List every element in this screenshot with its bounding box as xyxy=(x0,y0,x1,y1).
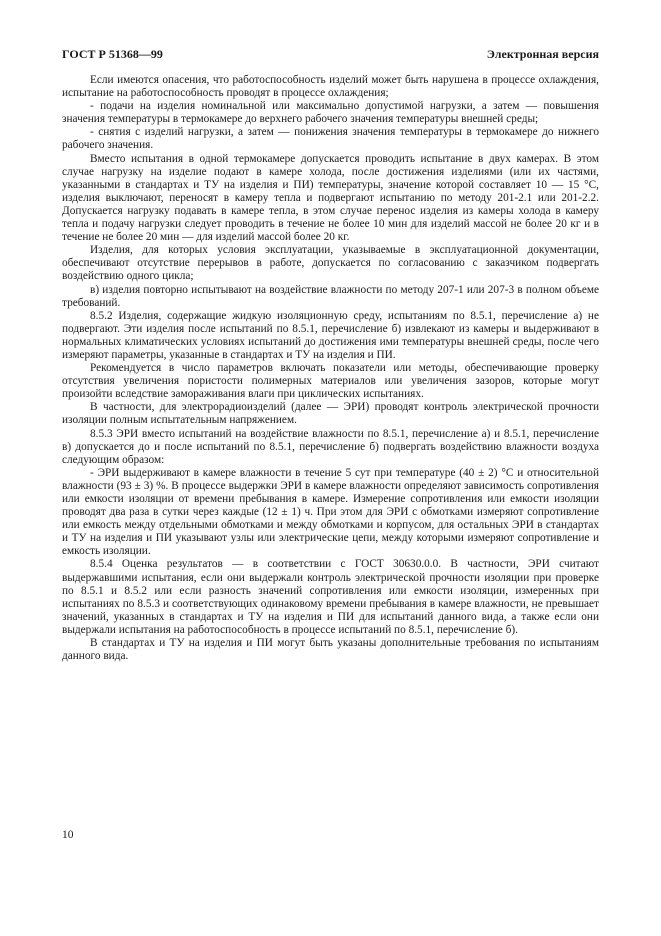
paragraph: - подачи на изделия номинальной или максимально допустимой нагрузки, а затем — повышения значения температуры в термокамере до верхнего рабочего значения температуры внешней среды; xyxy=(62,100,599,126)
paragraph: в) изделия повторно испытывают на воздействие влажности по методу 207-1 или 207-3 в полном объеме требований. xyxy=(62,283,599,309)
paragraph: В частности, для электрорадиоизделий (далее — ЭРИ) проводят контроль электрической прочности изоляции полным испытательным напряжением. xyxy=(62,401,599,427)
paragraph: Рекомендуется в число параметров включать показатели или методы, обеспечивающие проверку отсутствия увеличения пористости полимерных материалов или увеличения зазоров, которые могут произойти вследствие замораживания влаги при циклических испытаниях. xyxy=(62,362,599,401)
standard-designation: ГОСТ Р 51368—99 xyxy=(62,47,163,61)
page-number: 10 xyxy=(62,829,74,841)
paragraph: - ЭРИ выдерживают в камере влажности в течение 5 сут при температуре (40 ± 2) °С и относительной влажности (93 ± 3) %. В процессе выдержки ЭРИ в камере влажности определяют зависимость сопротивления или емкости изоляции от времени пребывания в камере. Измерение сопротивления или емкости изоляции проводят два раза в сутки через каждые (12 ± 1) ч. При этом для ЭРИ с обмотками измеряют сопротивление или емкость между отдельными обмотками и между обмотками и корпусом, для остальных ЭРИ в стандартах и ТУ на изделия и ПИ указывают узлы или электрические цепи, между которыми измеряют сопротивление и емкость изоляции. xyxy=(62,466,599,558)
paragraph: Вместо испытания в одной термокамере допускается проводить испытание в двух камерах. В этом случае нагрузку на изделие подают в камере холода, после достижения изделиями (или их частями, указанными в стандартах и ТУ на изделия и ПИ) температуры, значение которой составляет 10 — 15 °С, изделия выключают, переносят в камеру тепла и подвергают испытанию по методу 201-2.1 или 201-2.2. Допускается нагрузку подавать в камере тепла, в этом случае перенос изделия из камеры холода в камеру тепла и подачу нагрузки следует проводить в течение не более 10 мин для изделий массой не более 20 кг и в течение не более 20 мин — для изделий массой более 20 кг. xyxy=(62,152,599,244)
paragraph: - снятия с изделий нагрузки, а затем — понижения значения температуры в термокамере до нижнего рабочего значения. xyxy=(62,126,599,152)
page-header xyxy=(62,47,599,62)
paragraph: Изделия, для которых условия эксплуатации, указываемые в эксплуатационной документации, обеспечивают отсутствие перерывов в работе, допускается по согласованию с заказчиком подвергать воздействию одного цикла; xyxy=(62,244,599,283)
document-body xyxy=(62,74,599,663)
paragraph: 8.5.4 Оценка результатов — в соответствии с ГОСТ 30630.0.0. В частности, ЭРИ считают выдержавшими испытания, если они выдержали контроль электрической прочности изоляции при проверке по 8.5.1 и 8.5.2 или если разность значений сопротивления или емкости изоляции, измеренных при испытаниях по 8.5.3 и соответствующих одинаковому времени пребывания в камере влажности, не превышает значений, указанных в стандартах и ТУ на изделия и ПИ для испытаний данного вида, а также если они выдержали испытания на работоспособность в процессе испытаний по 8.5.1, перечисление б). xyxy=(62,558,599,636)
paragraph: 8.5.2 Изделия, содержащие жидкую изоляционную среду, испытаниям по 8.5.1, перечисление а) не подвергают. Эти изделия после испытаний по 8.5.1, перечисление б) извлекают из камеры и выдерживают в нормальных климатических условиях испытаний до достижения ими температуры внешней среды, после чего измеряют параметры, указанные в стандартах и ТУ на изделия и ПИ. xyxy=(62,309,599,361)
paragraph: 8.5.3 ЭРИ вместо испытаний на воздействие влажности по 8.5.1, перечисление а) и 8.5.1, перечисление в) допускается до и после испытаний по 8.5.1, перечисление б) подвергать воздействию влажности воздуха следующим образом: xyxy=(62,427,599,466)
version-label: Электронная версия xyxy=(486,47,599,61)
paragraph: Если имеются опасения, что работоспособность изделий может быть нарушена в процессе охлаждения, испытание на работоспособность проводят в процессе охлаждения; xyxy=(62,74,599,100)
paragraph: В стандартах и ТУ на изделия и ПИ могут быть указаны дополнительные требования по испытаниям данного вида. xyxy=(62,637,599,663)
